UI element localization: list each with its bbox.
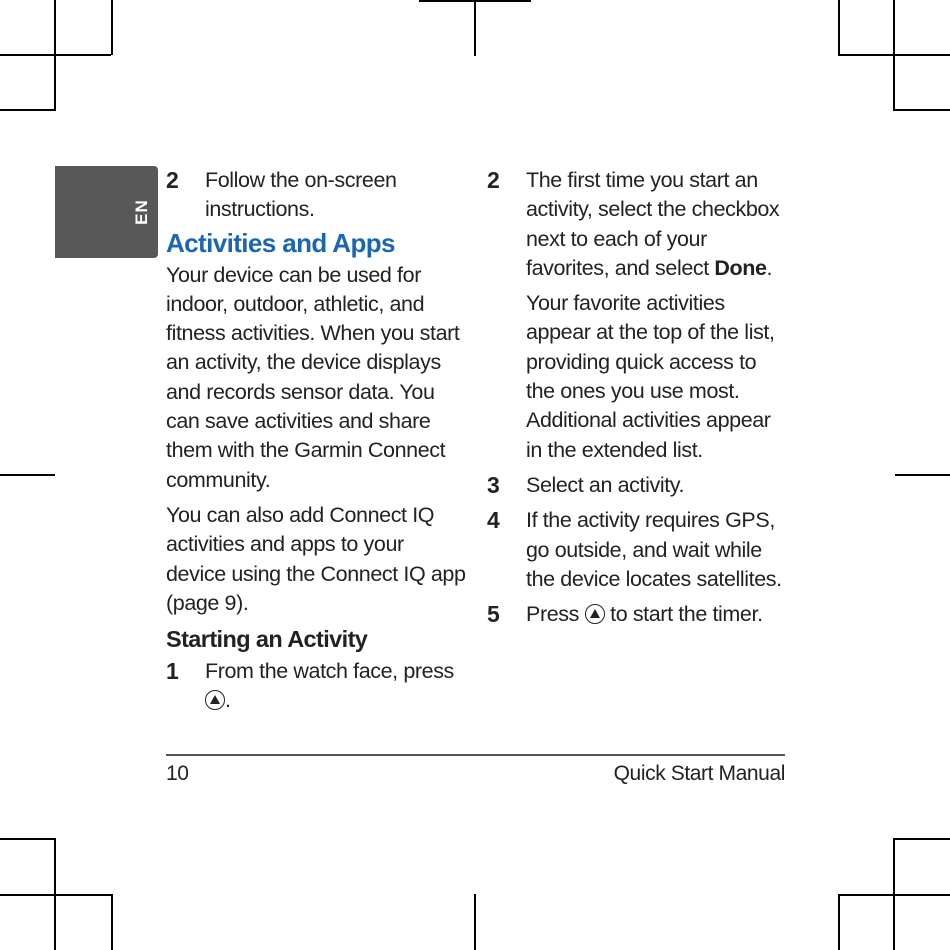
step-text-after: to start the timer.	[610, 602, 763, 627]
step-note: Your favorite activities appear at the top of the list, providing quick access to the ones you use most. Additional activities appear in the extended list.	[526, 291, 775, 462]
step-2-select-favorites	[487, 166, 787, 465]
step-2-follow-instructions	[166, 166, 466, 225]
step-suffix: .	[766, 255, 773, 280]
start-key-icon	[585, 604, 605, 624]
step-1-press-key	[166, 657, 466, 716]
footer-divider	[166, 754, 785, 756]
step-text: If the activity requires GPS, go outside, and wait while the device locates satellites.	[526, 508, 782, 591]
right-column	[487, 166, 787, 629]
step-4-gps	[487, 506, 787, 594]
step-text: Select an activity.	[526, 472, 685, 497]
start-key-icon	[205, 690, 225, 710]
paragraph-connect-iq: You can also add Connect IQ activities and apps to your device using the Connect IQ app (page 9).	[166, 502, 466, 615]
paragraph-activities: Your device can be used for indoor, outdoor, athletic, and fitness activities. When you start an activity, the device displays and records sensor data. You can save activities and share them with the Garmin Connect community.	[166, 262, 460, 492]
step-suffix: .	[225, 688, 231, 713]
step-number: 2	[166, 167, 179, 193]
step-text: The first time you start an activity, select the checkbox next to each of your favorites, and select	[526, 168, 780, 280]
done-label: Done	[714, 255, 767, 280]
step-number: 5	[487, 601, 500, 628]
step-text-before: Press	[526, 602, 579, 627]
section-heading: Activities and Apps	[166, 227, 395, 258]
step-text-wrapper	[526, 600, 787, 629]
subsection-heading: Starting an Activity	[166, 626, 368, 653]
step-3-select-activity	[487, 471, 787, 500]
step-text: From the watch face, press	[205, 659, 454, 684]
page-number: 10	[166, 762, 189, 785]
step-number: 2	[487, 167, 500, 193]
step-number: 1	[166, 658, 179, 685]
language-tab-label: EN	[132, 199, 151, 225]
left-column	[166, 166, 466, 716]
step-text-wrapper	[205, 657, 466, 716]
step-number: 4	[487, 507, 500, 534]
step-text-wrapper	[526, 166, 787, 283]
step-number: 3	[487, 471, 500, 498]
step-text: Follow the on-screen instructions.	[205, 168, 397, 222]
step-5-start-timer	[487, 600, 787, 629]
manual-title: Quick Start Manual	[613, 762, 785, 785]
